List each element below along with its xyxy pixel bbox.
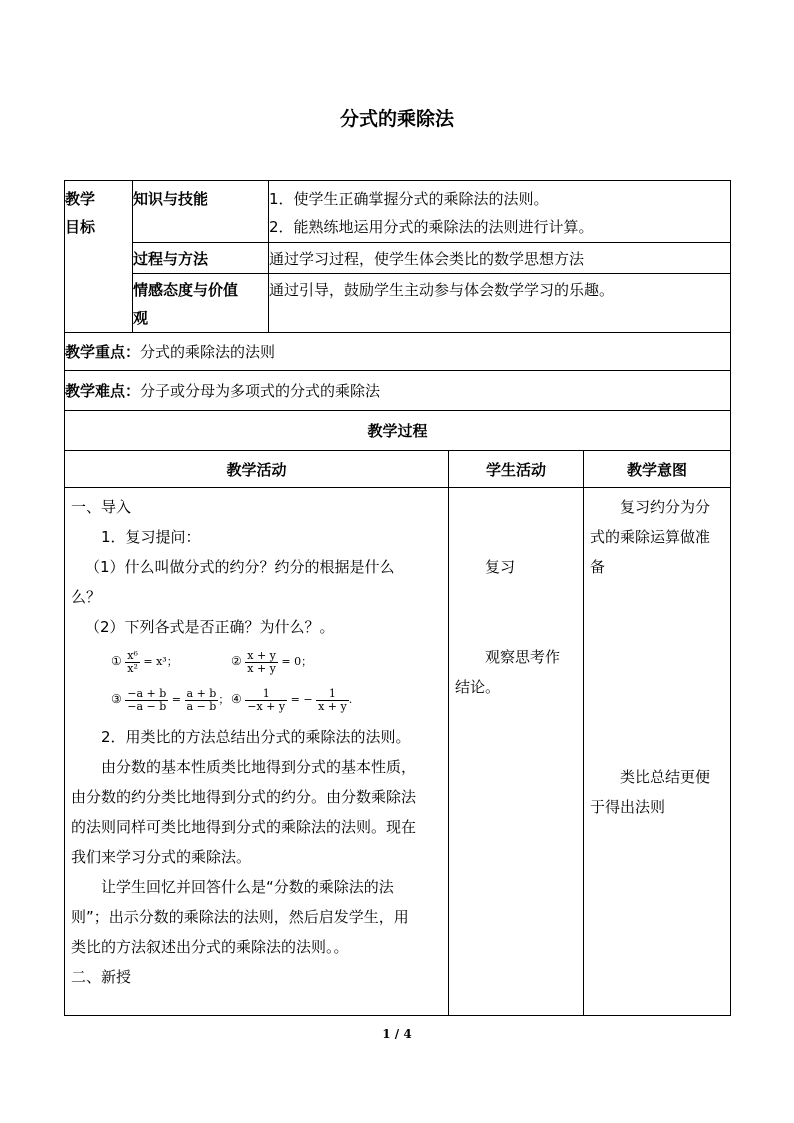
formula-row-1 [71, 642, 442, 680]
formula-2: ② $\frac{x + y}{x + y}$ = 0； [231, 648, 313, 675]
difficulty-label: 教学难点： [65, 381, 141, 400]
student-observe: 观察思考作 [485, 648, 561, 666]
intent-cell [584, 488, 731, 1016]
page-number: 1 / 4 [382, 1027, 412, 1041]
knowledge-text: 1．使学生正确掌握分式的乘除法的法则。 2．能熟练地运用分式的乘除法的法则进行计算。 [269, 181, 731, 243]
intro-heading: 一、导入 [71, 498, 132, 516]
activity-cell [65, 488, 449, 1016]
intent-2: 类比总结更便 于得出法则 [590, 768, 711, 816]
column-student: 学生活动 [449, 451, 584, 488]
key-point-text: 分式的乘除法的法则 [140, 342, 276, 361]
process-label: 过程与方法 [133, 243, 269, 274]
knowledge-label: 知识与技能 [133, 181, 269, 243]
objectives-label: 教学 目标 [65, 181, 133, 333]
difficulty-row [65, 371, 731, 411]
formula-4: ④ $\frac{1}{-x + y}$ = − $\frac{1}{x + y}$ . [231, 686, 353, 713]
question-1: （1）什么叫做分式的约分？约分的根据是什么 [85, 558, 395, 576]
review-title: 1．复习提问： [101, 528, 201, 546]
column-intent: 教学意图 [584, 451, 731, 488]
new-lesson-heading: 二、新授 [71, 968, 132, 986]
process-text: 通过学习过程，使学生体会类比的数学思想方法 [269, 243, 731, 274]
intent-1: 复习约分为分 式的乘除运算做准 备 [590, 498, 711, 576]
analogy-title: 2．用类比的方法总结出分式的乘除法的法则。 [101, 728, 411, 746]
lesson-plan-table [64, 180, 731, 1016]
key-point-row [65, 333, 731, 371]
page-title: 分式的乘除法 [339, 108, 454, 130]
difficulty-text: 分子或分母为多项式的分式的乘除法 [140, 381, 381, 400]
column-activity: 教学活动 [65, 451, 449, 488]
key-point-label: 教学重点： [65, 342, 141, 361]
question-1-cont: 么？ [71, 588, 102, 606]
formula-1: ① $\frac{\text{x⁶}}{\text{x²}}$ = x³； [111, 648, 178, 675]
question-2: （2）下列各式是否正确？为什么？。 [85, 618, 335, 636]
emotion-label: 情感态度与价值 观 [133, 274, 269, 333]
formula-3: ③ $\frac{-a + b}{-a - b}$ = $\frac{a + b}{a - b}$ ； [111, 686, 230, 713]
process-header: 教学过程 [65, 411, 731, 451]
student-review: 复习 [485, 558, 516, 576]
emotion-text: 通过引导，鼓励学生主动参与体会数学学习的乐趣。 [269, 274, 731, 333]
student-cell [449, 488, 584, 1016]
formula-row-2 [71, 680, 442, 718]
paragraph-1: 由分数的基本性质类比地得到分式的基本性质， 由分数的约分类比地得到分式的约分。由分数乘除法 的法则同样可类比地得到分式的乘除法的法则。现在 我们来学习分式的乘除法。 [71, 758, 417, 866]
paragraph-2: 让学生回忆并回答什么是“分数的乘除法的法 则”；出示分数的乘除法的法则，然后启发学生，用 类比的方法叙述出分式的乘除法的法则。。 [71, 878, 409, 956]
student-observe-cont: 结论。 [455, 678, 501, 696]
